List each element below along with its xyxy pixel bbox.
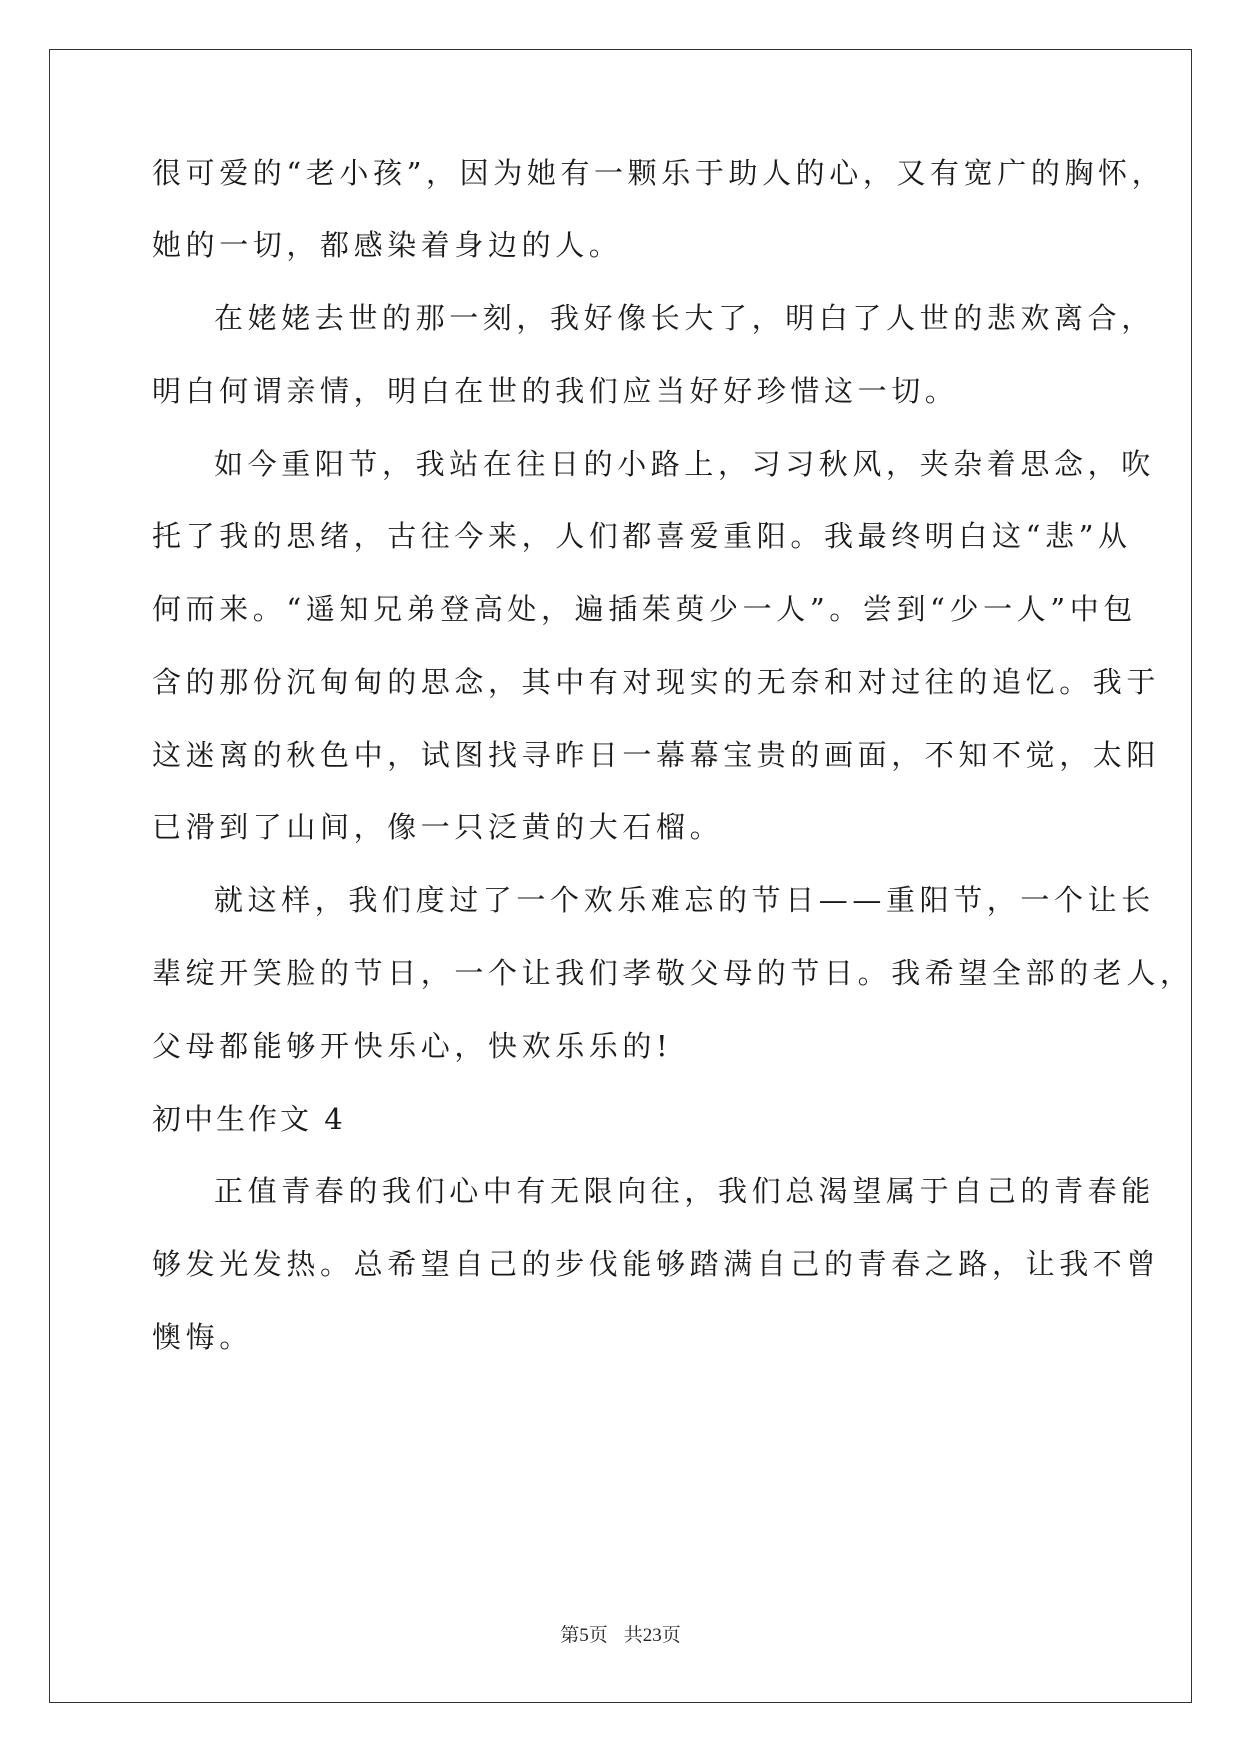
text-line: 已滑到了山间，像一只泛黄的大石榴。 [152,810,724,844]
total-suffix: 页 [661,1625,681,1646]
text-line: 够发光发热。总希望自己的步伐能够踏满自己的青春之路，让我不曾 [152,1247,1161,1281]
total-pages: 23 [642,1625,662,1646]
page-prefix: 第 [560,1625,580,1646]
text-line: 懊悔。 [152,1320,253,1354]
text-line: 她的一切，都感染着身边的人。 [152,228,623,262]
text-line: 很可爱的“老小孩”，因为她有一颗乐于助人的心，又有宽广的胸怀， [152,156,1166,190]
paragraph-first-line: 如今重阳节，我站在往日的小路上，习习秋风，夹杂着思念，吹 [214,447,1155,481]
text-line: 含的那份沉甸甸的思念，其中有对现实的无奈和对过往的追忆。我于 [152,665,1161,699]
text-line: 这迷离的秋色中，试图找寻昨日一幕幕宝贵的画面，不知不觉，太阳 [152,738,1161,772]
page-footer [0,1624,1241,1648]
text-line: 托了我的思绪，古往今来，人们都喜爱重阳。我最终明白这“悲”从 [152,519,1132,553]
page-number: 5 [579,1625,589,1646]
paragraph-first-line: 就这样，我们度过了一个欢乐难忘的节日——重阳节，一个让长 [214,883,1155,917]
paragraph-first-line: 正值青春的我们心中有无限向往，我们总渴望属于自己的青春能 [214,1174,1155,1208]
text-line: 辈绽开笑脸的节日，一个让我们孝敬父母的节日。我希望全部的老人， [152,956,1194,990]
text-line: 何而来。“遥知兄弟登高处，遍插茱萸少一人”。尝到“少一人”中包 [152,592,1137,626]
page-suffix: 页 [588,1625,608,1646]
paragraph-first-line: 在姥姥去世的那一刻，我好像长大了，明白了人世的悲欢离合， [214,301,1155,335]
section-heading: 初中生作文 4 [152,1102,346,1136]
total-prefix: 共 [623,1625,643,1646]
text-line: 明白何谓亲情，明白在世的我们应当好好珍惜这一切。 [152,374,959,408]
text-line: 父母都能够开快乐心，快欢乐乐的! [152,1029,673,1063]
